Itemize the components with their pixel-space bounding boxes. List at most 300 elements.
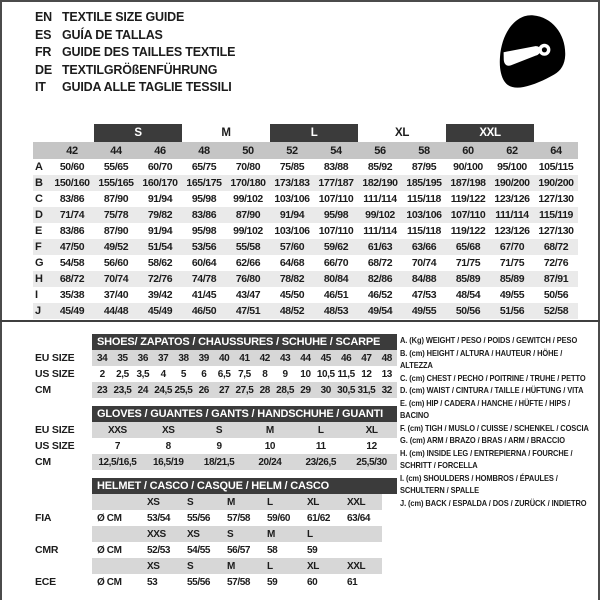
- cell: S: [222, 526, 262, 542]
- size-group-header: [534, 124, 578, 142]
- size-col-header: 50: [226, 142, 270, 159]
- size-group-header: XXL: [446, 124, 534, 142]
- cell: 127/130: [538, 225, 574, 237]
- cell: 60/70: [147, 161, 173, 173]
- cell: 173/183: [270, 175, 314, 191]
- cell: 2,5: [116, 368, 129, 380]
- cell: 55/65: [103, 161, 129, 173]
- cell: 123/126: [494, 225, 530, 237]
- gloves-table-title: GLOVES / GUANTES / GANTS / HANDSCHUHE / GUANTI: [92, 406, 397, 422]
- cell: 72/76: [138, 271, 182, 287]
- row-label: US SIZE: [35, 440, 75, 452]
- legend-item: A. (Kg) WEIGHT / PESO / POIDS / GEWITCH / PESO: [400, 335, 578, 345]
- cell: 59/60: [267, 512, 291, 524]
- cell: 115/119: [534, 207, 578, 223]
- cell: [342, 526, 382, 542]
- cell: 111/114: [363, 225, 397, 237]
- filler: [382, 510, 397, 526]
- legend-item: J. (cm) BACK / ESPALDA / DOS / ZURÜCK / INDIETRO: [400, 497, 587, 508]
- cell: 61/62: [307, 512, 331, 524]
- cell: 5: [180, 368, 187, 380]
- cell: 10: [264, 440, 276, 452]
- cell: 70/74: [94, 271, 138, 287]
- language-header: [35, 9, 235, 97]
- cell: 37: [153, 350, 173, 366]
- cell: 7,5: [238, 368, 251, 380]
- size-group-header: S: [94, 124, 182, 142]
- legend-item: H. (cm) INSIDE LEG / ENTREPIERNA / FOURCHE / SCHRITT / FORCELLA: [400, 447, 573, 470]
- cell: 66/70: [323, 257, 349, 269]
- language-code: FR: [35, 45, 52, 60]
- cell: 35/38: [59, 289, 85, 301]
- cell: 18/21,5: [194, 454, 245, 470]
- filler: [382, 494, 397, 510]
- legend-item: D. (cm) WAIST / CINTURA / TAILLE / HÜFTUNG / VITA: [400, 385, 584, 395]
- group-spacer: [33, 124, 50, 142]
- cell: 34: [92, 350, 112, 366]
- cell: 28: [255, 382, 275, 398]
- cell: 83/86: [59, 225, 85, 237]
- cell: L: [262, 558, 302, 574]
- cell: XS: [142, 558, 182, 574]
- cell: 83/88: [323, 161, 349, 173]
- size-col-header: 60: [446, 142, 490, 159]
- cell: [92, 558, 142, 574]
- cell: 31,5: [356, 382, 376, 398]
- cell: 51/54: [138, 239, 182, 255]
- cell: 190/200: [534, 175, 578, 191]
- cell: 95/98: [191, 225, 217, 237]
- cell: 50/60: [59, 161, 85, 173]
- cell: 76/80: [226, 271, 270, 287]
- cell: 47/53: [411, 289, 437, 301]
- row-label: E: [35, 225, 42, 237]
- cell: 62/66: [235, 257, 261, 269]
- size-group-header: XL: [395, 127, 409, 139]
- accessory-tables: [35, 334, 397, 598]
- cell: 91/94: [147, 193, 173, 205]
- cell: 25,5/30: [346, 454, 397, 470]
- cell: 160/170: [138, 175, 182, 191]
- cell: 10: [300, 368, 311, 380]
- legend-item: F. (cm) TIGH / MUSLO / CUISSE / SCHENKEL / COSCIA: [400, 422, 589, 433]
- cell: XS: [182, 526, 222, 542]
- row-label: B: [33, 175, 50, 191]
- cell: 49/55: [402, 303, 446, 319]
- language-code: IT: [35, 80, 46, 95]
- cell: 45: [316, 350, 336, 366]
- cell: 48/52: [270, 303, 314, 319]
- cell: 55/58: [226, 239, 270, 255]
- language-code: EN: [35, 10, 52, 24]
- size-col-header: 54: [314, 142, 358, 159]
- cell: 8: [165, 440, 171, 452]
- size-group-header: [50, 124, 94, 142]
- cell: Ø CM: [97, 544, 122, 556]
- cell: 46/51: [323, 289, 349, 301]
- cell: 48: [377, 350, 397, 366]
- cell: 42: [255, 350, 275, 366]
- row-label: CMR: [35, 544, 59, 556]
- cell: 111/114: [363, 193, 397, 205]
- cell: 68/72: [367, 257, 393, 269]
- shoes-table-title: SHOES/ ZAPATOS / CHAUSSURES / SCHUHE / SCARPE: [92, 334, 397, 350]
- cell: 51/56: [490, 303, 534, 319]
- size-col-header: 64: [534, 142, 578, 159]
- cell: 119/122: [450, 193, 486, 205]
- cell: 37/40: [103, 289, 129, 301]
- size-col-header: 62: [490, 142, 534, 159]
- cell: 43/47: [235, 289, 261, 301]
- cell: [92, 526, 142, 542]
- row-label: A: [35, 161, 43, 173]
- cell: 11,5: [337, 368, 355, 380]
- cell: 85/89: [446, 271, 490, 287]
- cell: 87/90: [103, 225, 129, 237]
- title-spacer: [35, 334, 92, 350]
- cell: 57/58: [227, 512, 251, 524]
- cell: 105/115: [538, 161, 574, 173]
- cell: 95/98: [191, 193, 217, 205]
- cell: 55/56: [187, 512, 211, 524]
- cell: 57/60: [270, 239, 314, 255]
- cell: 155/165: [94, 175, 138, 191]
- cell: 59: [267, 576, 278, 588]
- language-row: [35, 79, 235, 97]
- cell: 16,5/19: [143, 454, 194, 470]
- cell: 12,5/16,5: [92, 454, 143, 470]
- cell: 67/70: [490, 239, 534, 255]
- language-title: GUÍA DE TALLAS: [62, 27, 163, 42]
- helmet-size-table: [35, 478, 397, 590]
- cell: 90/100: [453, 161, 483, 173]
- cell: S: [194, 422, 245, 438]
- cell: 59/62: [314, 239, 358, 255]
- cell: 111/114: [490, 207, 534, 223]
- cell: 2: [99, 368, 105, 380]
- cell: 9: [282, 368, 288, 380]
- cell: 99/102: [358, 207, 402, 223]
- cell: 91/94: [147, 225, 173, 237]
- size-col-header: 42: [50, 142, 94, 159]
- cell: 20/24: [244, 454, 295, 470]
- cell: 150/160: [50, 175, 94, 191]
- cell: 45/49: [50, 303, 94, 319]
- cell: 115/118: [407, 193, 441, 205]
- measurement-legend: [400, 334, 594, 509]
- cell: 190/200: [490, 175, 534, 191]
- size-col-header: 52: [270, 142, 314, 159]
- legend-item: B. (cm) HEIGHT / ALTURA / HAUTEUR / HÖHE / ALTEZZA: [400, 347, 563, 370]
- shoes-size-table: [35, 334, 397, 398]
- cell: 55/56: [187, 576, 211, 588]
- cell: 84/88: [402, 271, 446, 287]
- cell: 79/82: [138, 207, 182, 223]
- cell: 10,5: [316, 368, 335, 380]
- cell: 47/50: [50, 239, 94, 255]
- size-col-header: 48: [182, 142, 226, 159]
- cell: 177/187: [314, 175, 358, 191]
- cell: 115/118: [407, 225, 441, 237]
- cell: XL: [346, 422, 397, 438]
- cell: 44: [295, 350, 315, 366]
- cell: 6: [201, 368, 207, 380]
- row-label: CM: [35, 456, 51, 468]
- cell: XL: [302, 558, 342, 574]
- row-label: G: [35, 257, 44, 269]
- size-col-header: 46: [138, 142, 182, 159]
- title-spacer: [35, 478, 92, 494]
- language-title: GUIDE DES TAILLES TEXTILE: [62, 45, 236, 60]
- cell: 107/110: [446, 207, 490, 223]
- cell: 47: [356, 350, 376, 366]
- size-group-header: M: [221, 127, 231, 139]
- row-label: [35, 494, 92, 510]
- size-col-header: 44: [94, 142, 138, 159]
- cell: 30,5: [336, 382, 356, 398]
- cell: 65/75: [191, 161, 217, 173]
- cell: 165/175: [182, 175, 226, 191]
- helmet-icon: [490, 10, 570, 104]
- cell: 87/91: [534, 271, 578, 287]
- cell: XS: [142, 494, 182, 510]
- cell: 35: [112, 350, 132, 366]
- row-label: C: [35, 193, 43, 205]
- cell: 170/180: [226, 175, 270, 191]
- cell: S: [182, 494, 222, 510]
- cell: 46/50: [182, 303, 226, 319]
- cell: 46: [336, 350, 356, 366]
- size-col-header: 56: [358, 142, 402, 159]
- cell: 45/50: [279, 289, 305, 301]
- row-label: [35, 558, 92, 574]
- cell: 43: [275, 350, 295, 366]
- cell: 58: [267, 544, 278, 556]
- cell: XL: [302, 494, 342, 510]
- cell: L: [295, 422, 346, 438]
- cell: 56/60: [103, 257, 129, 269]
- cell: 82/86: [358, 271, 402, 287]
- cell: 23: [92, 382, 112, 398]
- cell: L: [262, 494, 302, 510]
- cell: 70/74: [411, 257, 437, 269]
- cell: 59: [307, 544, 318, 556]
- size-group-header: L: [270, 124, 358, 142]
- cell: 39/42: [147, 289, 173, 301]
- legend-item: E. (cm) HIP / CADERA / HANCHE / HÜFTE / HIPS / BACINO: [400, 397, 571, 420]
- cell: 78/82: [270, 271, 314, 287]
- cell: 74/78: [182, 271, 226, 287]
- cell: 60/64: [191, 257, 217, 269]
- cell: 38: [173, 350, 193, 366]
- cell: 61: [347, 576, 358, 588]
- cell: XXL: [342, 558, 382, 574]
- textile-size-table: [33, 124, 578, 319]
- row-label: D: [33, 207, 50, 223]
- row-label: J: [33, 303, 50, 319]
- cell: XXS: [92, 422, 143, 438]
- language-title: TEXTILGRÖßENFÜHRUNG: [62, 62, 218, 77]
- cell: 85/89: [490, 271, 534, 287]
- cell: 54/58: [59, 257, 85, 269]
- row-label: [35, 526, 92, 542]
- cell: 75/78: [94, 207, 138, 223]
- cell: 13: [381, 368, 392, 380]
- cell: 63/64: [347, 512, 371, 524]
- cell: 32: [377, 382, 397, 398]
- cell: M: [222, 558, 262, 574]
- row-label: CM: [35, 384, 51, 396]
- cell: 127/130: [538, 193, 574, 205]
- cell: 83/86: [59, 193, 85, 205]
- cell: 58/62: [147, 257, 173, 269]
- cell: 49/55: [499, 289, 525, 301]
- cell: XXL: [342, 494, 382, 510]
- cell: 87/90: [103, 193, 129, 205]
- cell: 71/75: [499, 257, 525, 269]
- language-title: GUIDA ALLE TAGLIE TESSILI: [62, 80, 232, 95]
- cell: 99/102: [233, 193, 263, 205]
- cell: 47/51: [226, 303, 270, 319]
- cell: 119/122: [450, 225, 486, 237]
- cell: 85/92: [367, 161, 393, 173]
- cell: Ø CM: [97, 576, 122, 588]
- section-divider: [0, 320, 600, 322]
- cell: 103/106: [402, 207, 446, 223]
- cell: 53: [147, 576, 158, 588]
- cell: M: [244, 422, 295, 438]
- cell: 41/45: [191, 289, 217, 301]
- size-col-header: 58: [402, 142, 446, 159]
- cell: 53/56: [182, 239, 226, 255]
- cell: 54/55: [187, 544, 211, 556]
- language-title: TEXTILE SIZE GUIDE: [62, 10, 185, 24]
- filler: [382, 526, 397, 542]
- language-row: [35, 9, 235, 27]
- cell: [92, 494, 142, 510]
- cell: 24,5: [153, 382, 173, 398]
- gloves-size-table: [35, 406, 397, 470]
- cell: 61/63: [358, 239, 402, 255]
- row-label: US SIZE: [35, 368, 75, 380]
- cell: 103/106: [274, 225, 310, 237]
- cell: 23/26,5: [295, 454, 346, 470]
- legend-item: I. (cm) SHOULDERS / HOMBROS / ÉPAULES / SCHULTERN / SPALLE: [400, 472, 558, 495]
- cell: 75/85: [279, 161, 305, 173]
- cell: 11: [315, 440, 326, 452]
- cell: [342, 542, 382, 558]
- row-label: ECE: [35, 576, 56, 588]
- cell: 49/54: [358, 303, 402, 319]
- cell: 83/86: [182, 207, 226, 223]
- cell: 87/95: [411, 161, 437, 173]
- cell: 48/54: [455, 289, 481, 301]
- cell: 52/53: [147, 544, 171, 556]
- cell: 46/52: [367, 289, 393, 301]
- cell: 95/98: [314, 207, 358, 223]
- cell: 71/75: [455, 257, 481, 269]
- language-code: ES: [35, 27, 52, 42]
- filler: [382, 558, 397, 574]
- cell: 28,5: [275, 382, 295, 398]
- cell: 72/76: [543, 257, 569, 269]
- numrow-spacer: [33, 142, 50, 159]
- cell: 68/72: [534, 239, 578, 255]
- cell: 23,5: [112, 382, 132, 398]
- cell: 50/56: [543, 289, 569, 301]
- cell: Ø CM: [97, 512, 122, 524]
- cell: 64/68: [279, 257, 305, 269]
- cell: 7: [114, 440, 120, 452]
- cell: 182/190: [358, 175, 402, 191]
- row-label: I: [35, 289, 38, 301]
- cell: S: [182, 558, 222, 574]
- legend-item: G. (cm) ARM / BRAZO / BRAS / ARM / BRACCIO: [400, 435, 565, 445]
- language-code: DE: [35, 62, 52, 77]
- cell: 29: [295, 382, 315, 398]
- cell: 27,5: [234, 382, 254, 398]
- cell: L: [302, 526, 342, 542]
- filler: [382, 542, 397, 558]
- cell: 107/110: [318, 193, 354, 205]
- cell: XS: [143, 422, 194, 438]
- language-row: [35, 44, 235, 62]
- filler: [382, 574, 397, 590]
- cell: 27: [214, 382, 234, 398]
- cell: 71/74: [50, 207, 94, 223]
- cell: 80/84: [314, 271, 358, 287]
- helmet-logo: [490, 10, 570, 104]
- row-label: FIA: [35, 512, 52, 524]
- legend-item: C. (cm) CHEST / PECHO / POITRINE / TRUHE / PETTO: [400, 372, 586, 383]
- cell: 41: [234, 350, 254, 366]
- cell: 63/66: [402, 239, 446, 255]
- cell: 40: [214, 350, 234, 366]
- row-label: EU SIZE: [35, 352, 75, 364]
- cell: 68/72: [50, 271, 94, 287]
- helmet-table-title: HELMET / CASCO / CASQUE / HELM / CASCO: [92, 478, 397, 494]
- cell: 53/54: [147, 512, 171, 524]
- cell: 25,5: [173, 382, 193, 398]
- cell: 26: [194, 382, 214, 398]
- cell: 99/102: [233, 225, 263, 237]
- cell: 57/58: [227, 576, 251, 588]
- cell: 52/58: [534, 303, 578, 319]
- cell: 45/49: [138, 303, 182, 319]
- cell: 87/90: [226, 207, 270, 223]
- cell: 3,5: [136, 368, 150, 380]
- cell: 24: [133, 382, 153, 398]
- cell: 50/56: [446, 303, 490, 319]
- cell: 12: [361, 368, 372, 380]
- cell: 49/52: [94, 239, 138, 255]
- cell: 8: [262, 368, 268, 380]
- cell: M: [262, 526, 302, 542]
- language-row: [35, 62, 235, 80]
- cell: 9: [216, 440, 222, 452]
- cell: XXS: [142, 526, 182, 542]
- cell: 30: [316, 382, 336, 398]
- row-label: H: [33, 271, 50, 287]
- cell: 70/80: [235, 161, 261, 173]
- cell: 185/195: [402, 175, 446, 191]
- title-spacer: [35, 406, 92, 422]
- cell: 44/48: [94, 303, 138, 319]
- cell: 123/126: [494, 193, 530, 205]
- cell: 36: [133, 350, 153, 366]
- cell: 91/94: [270, 207, 314, 223]
- cell: 187/198: [446, 175, 490, 191]
